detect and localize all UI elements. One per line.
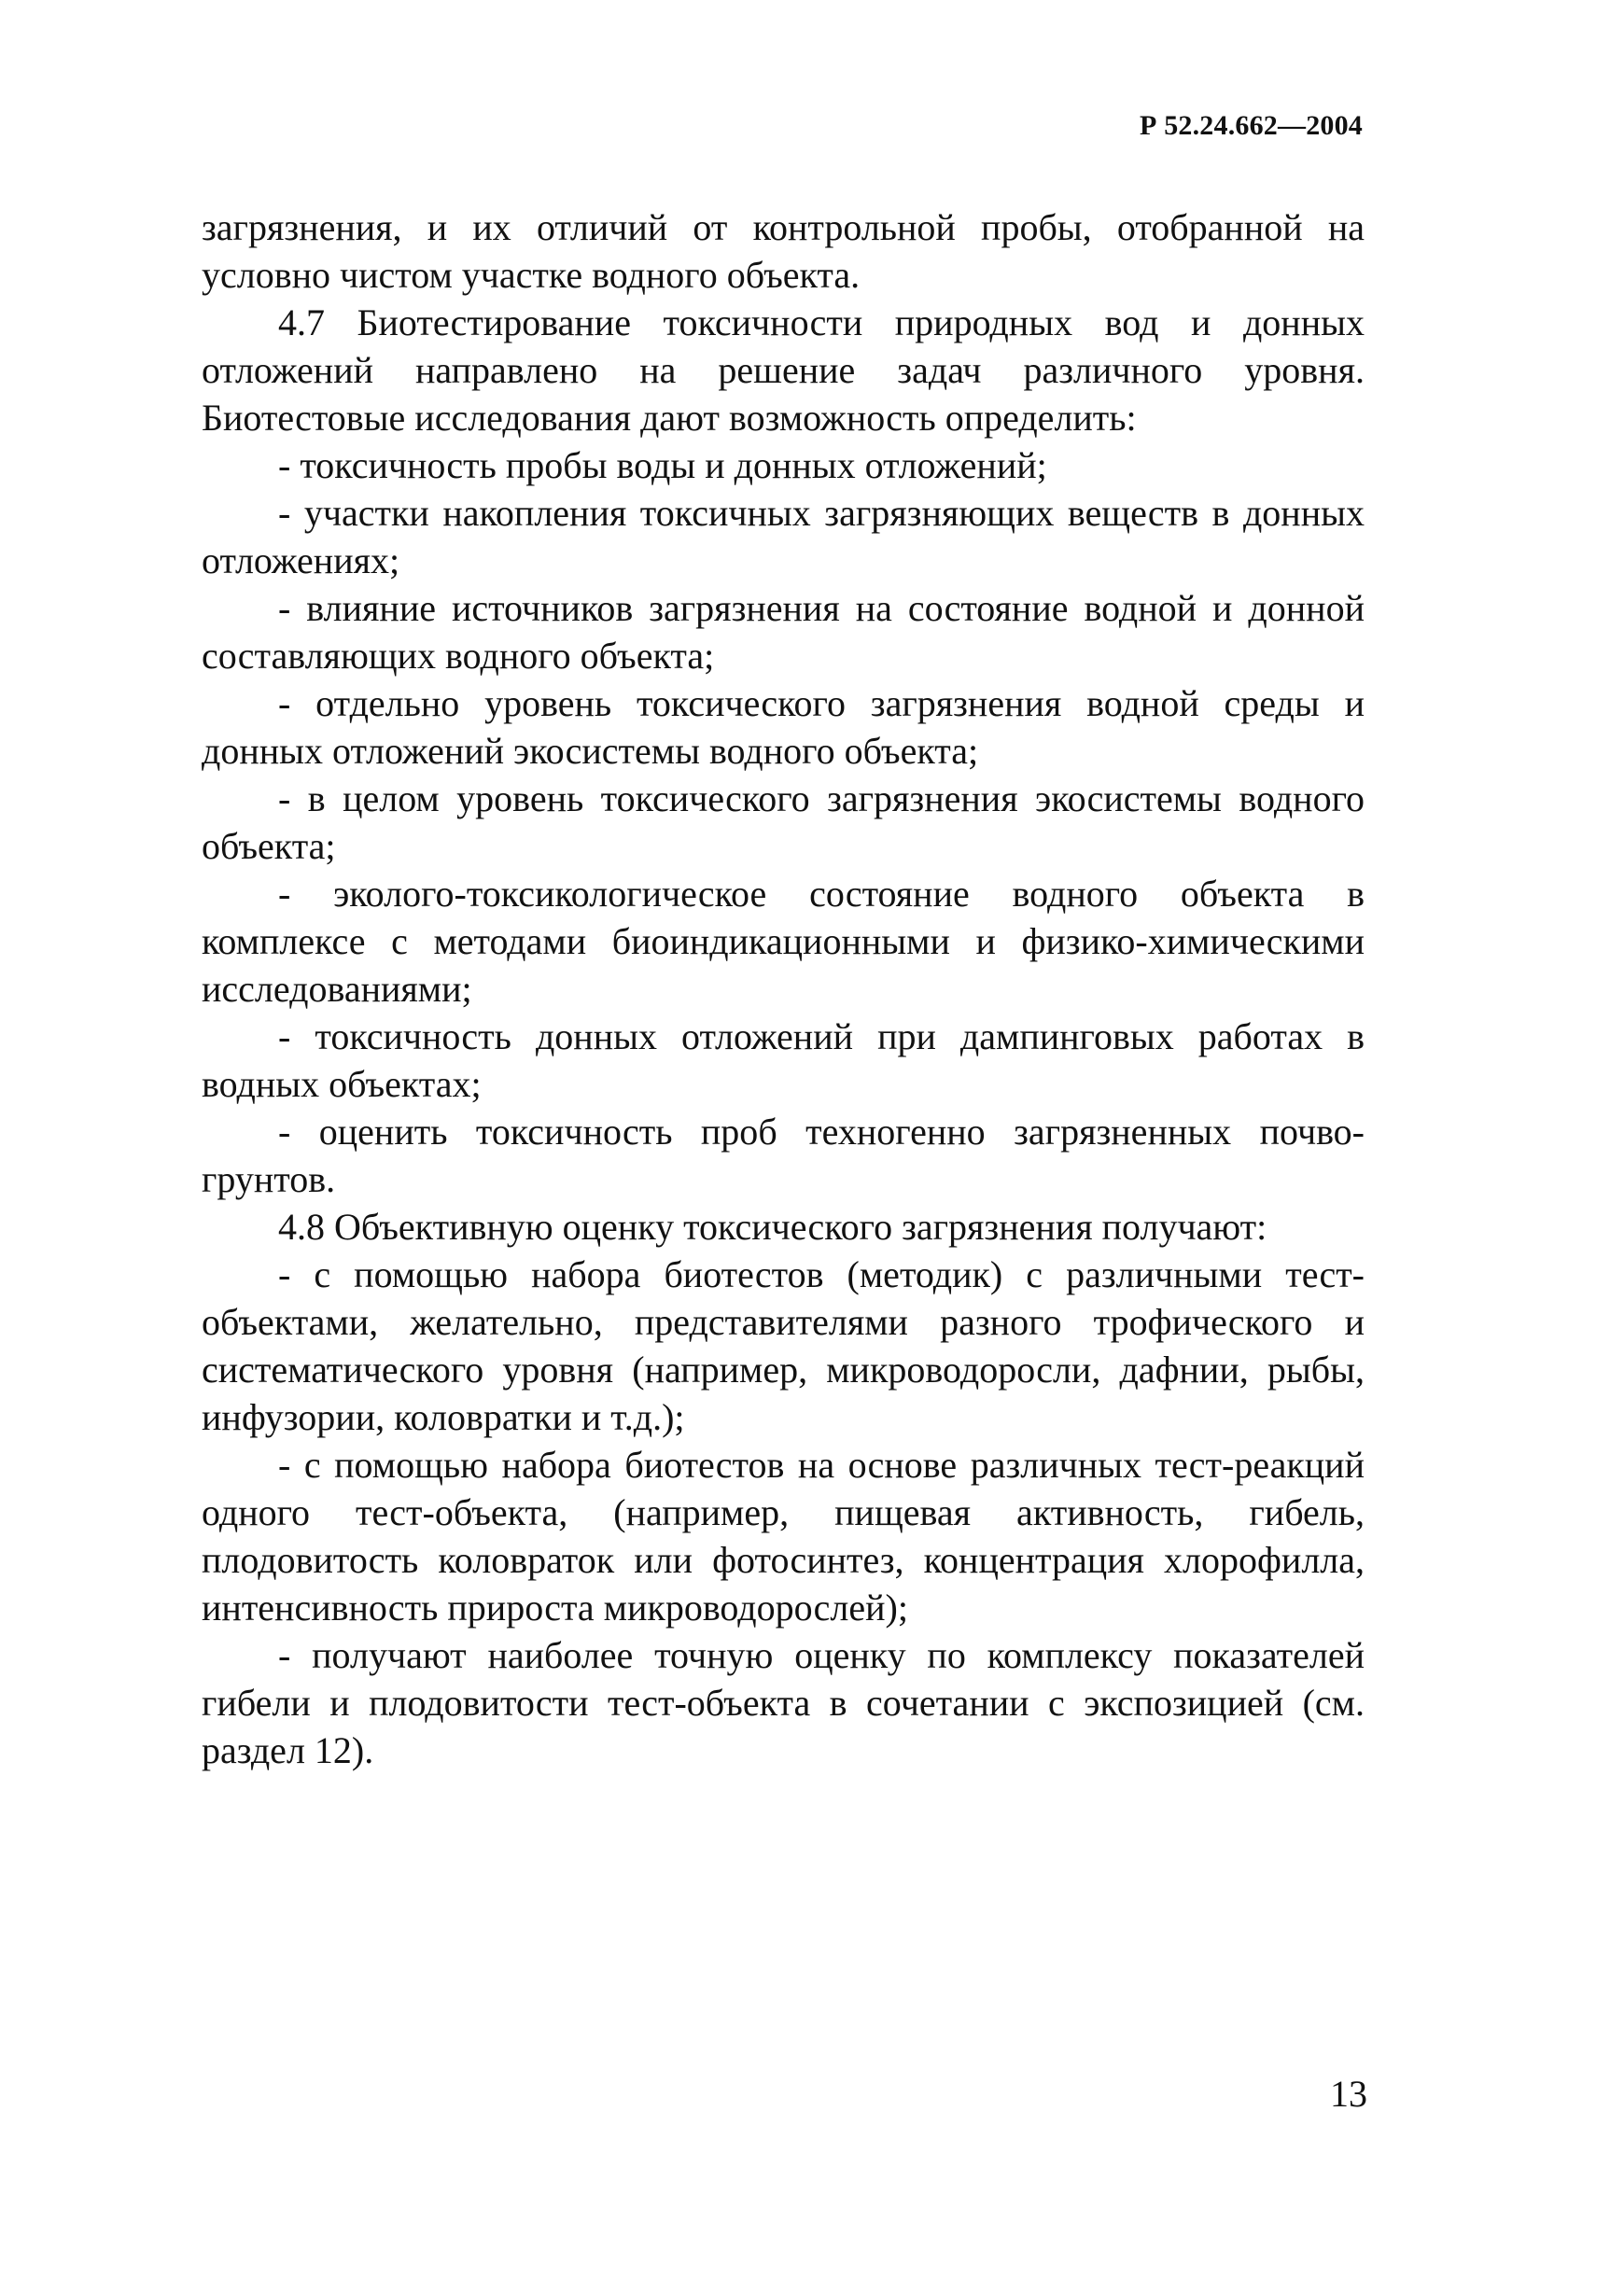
list-item: - в целом уровень токсического загрязнения экосистемы водного объекта; — [202, 777, 1365, 867]
paragraph-section-4-8: 4.8 Объективную оценку токсического загрязнения получают: — [278, 1206, 1267, 1248]
list-item: - с помощью набора биотестов на основе различных тест-реакций одного тест-объекта, (например, пищевая активность, гибель, плодовитость коловраток или фотосинтез, концентрация хлорофилла, интенсивность прироста микроводорослей); — [202, 1444, 1365, 1629]
page-number: 13 — [1330, 2073, 1367, 2115]
list-item: - получают наиболее точную оценку по комплексу показателей гибели и плодовитости тест-объекта в сочетании с экспозицией (см. раздел 12). — [202, 1634, 1365, 1771]
paragraph-continuation: загрязнения, и их отличий от контрольной пробы, отобранной на условно чистом участке водного объекта. — [202, 206, 1365, 296]
list-item: - с помощью набора биотестов (методик) с различными тест-объектами, желательно, представителями разного трофического и систематического уровня (например, микроводоросли, дафнии, рыбы, инфузории, коловратки и т.д.); — [202, 1253, 1365, 1438]
list-item: - эколого-токсикологическое состояние водного объекта в комплексе с методами биоиндикационными и физико-химическими исследованиями; — [202, 873, 1365, 1010]
list-item: - отдельно уровень токсического загрязнения водной среды и донных отложений экосистемы водного объекта; — [202, 682, 1365, 772]
list-item: - оценить токсичность проб техногенно загрязненных почво-грунтов. — [202, 1111, 1365, 1200]
list-item: - участки накопления токсичных загрязняющих веществ в донных отложениях; — [202, 492, 1365, 581]
document-code: Р 52.24.662—2004 — [1139, 110, 1363, 141]
body-text — [202, 203, 1365, 1774]
list-item: - влияние источников загрязнения на состояние водной и донной составляющих водного объекта; — [202, 587, 1365, 677]
list-item: - токсичность пробы воды и донных отложений; — [278, 444, 1047, 486]
paragraph-section-4-7: 4.7 Биотестирование токсичности природных вод и донных отложений направлено на решение задач различного уровня. Биотестовые исследования дают возможность определить: — [202, 301, 1365, 439]
list-item: - токсичность донных отложений при дампинговых работах в водных объектах; — [202, 1015, 1365, 1105]
